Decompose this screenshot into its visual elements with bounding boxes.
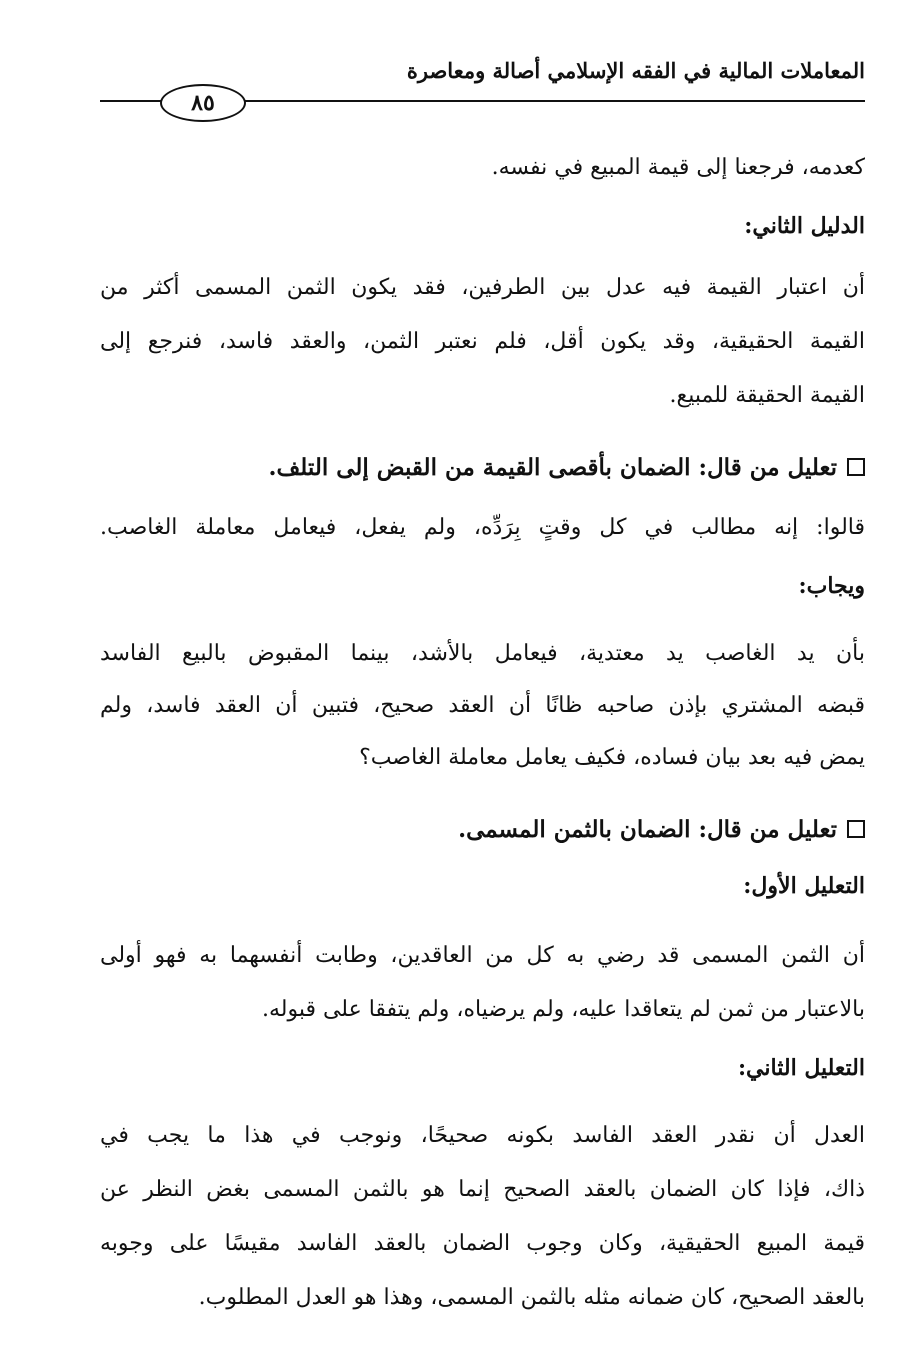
text-line: قالوا: إنه مطالب في كل وقتٍ بِرَدِّه، ولم يفعل، فيعامل معاملة الغاصب.: [100, 515, 865, 540]
text-line: بالعقد الصحيح، كان ضمانه مثله بالثمن المسمى، وهذا هو العدل المطلوب.: [198, 1285, 865, 1310]
running-title: المعاملات المالية في الفقه الإسلامي أصالة ومعاصرة: [406, 58, 865, 83]
text-line: ذاك، فإذا كان الضمان بالعقد الصحيح إنما هو بالثمن المسمى بغض النظر عن: [100, 1177, 865, 1202]
section-heading: [100, 812, 865, 848]
section-heading: [100, 450, 865, 486]
square-bullet-icon: [847, 458, 865, 476]
text-line: القيمة الحقيقة للمبيع.: [669, 383, 865, 408]
section-heading-text: تعليل من قال: الضمان بأقصى القيمة من القبض إلى التلف.: [268, 454, 837, 481]
text-line: قيمة المبيع الحقيقية، وكان وجوب الضمان بالعقد الفاسد مقيسًا على وجوبه: [100, 1231, 865, 1256]
text-line: يمض فيه بعد بيان فساده، فكيف يعامل معاملة الغاصب؟: [359, 745, 865, 770]
subheading: ويجاب:: [798, 573, 865, 599]
text-line: بأن يد الغاصب يد معتدية، فيعامل بالأشد، بينما المقبوض بالبيع الفاسد: [100, 641, 865, 666]
text-line: أن اعتبار القيمة فيه عدل بين الطرفين، فقد يكون الثمن المسمى أكثر من: [100, 275, 865, 300]
square-bullet-icon: [847, 820, 865, 838]
page-number: ٨٥: [160, 84, 246, 122]
text-line: العدل أن نقدر العقد الفاسد بكونه صحيحًا، ونوجب في هذا ما يجب في: [100, 1123, 865, 1148]
text-line: القيمة الحقيقية، وقد يكون أقل، فلم نعتبر الثمن، والعقد فاسد، فنرجع إلى: [100, 329, 865, 354]
subheading: التعليل الثاني:: [737, 1055, 865, 1081]
text-line: بالاعتبار من ثمن لم يتعاقدا عليه، ولم يرضياه، ولم يتفقا على قبوله.: [261, 997, 865, 1022]
text-line: قبضه المشتري بإذن صاحبه ظانًا أن العقد صحيح، فتبين أن العقد فاسد، ولم: [100, 693, 865, 718]
text-line: أن الثمن المسمى قد رضي به كل من العاقدين، وطابت أنفسهما به فهو أولى: [100, 943, 865, 968]
text-line: كعدمه، فرجعنا إلى قيمة المبيع في نفسه.: [491, 155, 865, 180]
subheading: الدليل الثاني:: [744, 213, 865, 239]
subheading: التعليل الأول:: [743, 873, 865, 899]
section-heading-text: تعليل من قال: الضمان بالثمن المسمى.: [458, 816, 837, 843]
